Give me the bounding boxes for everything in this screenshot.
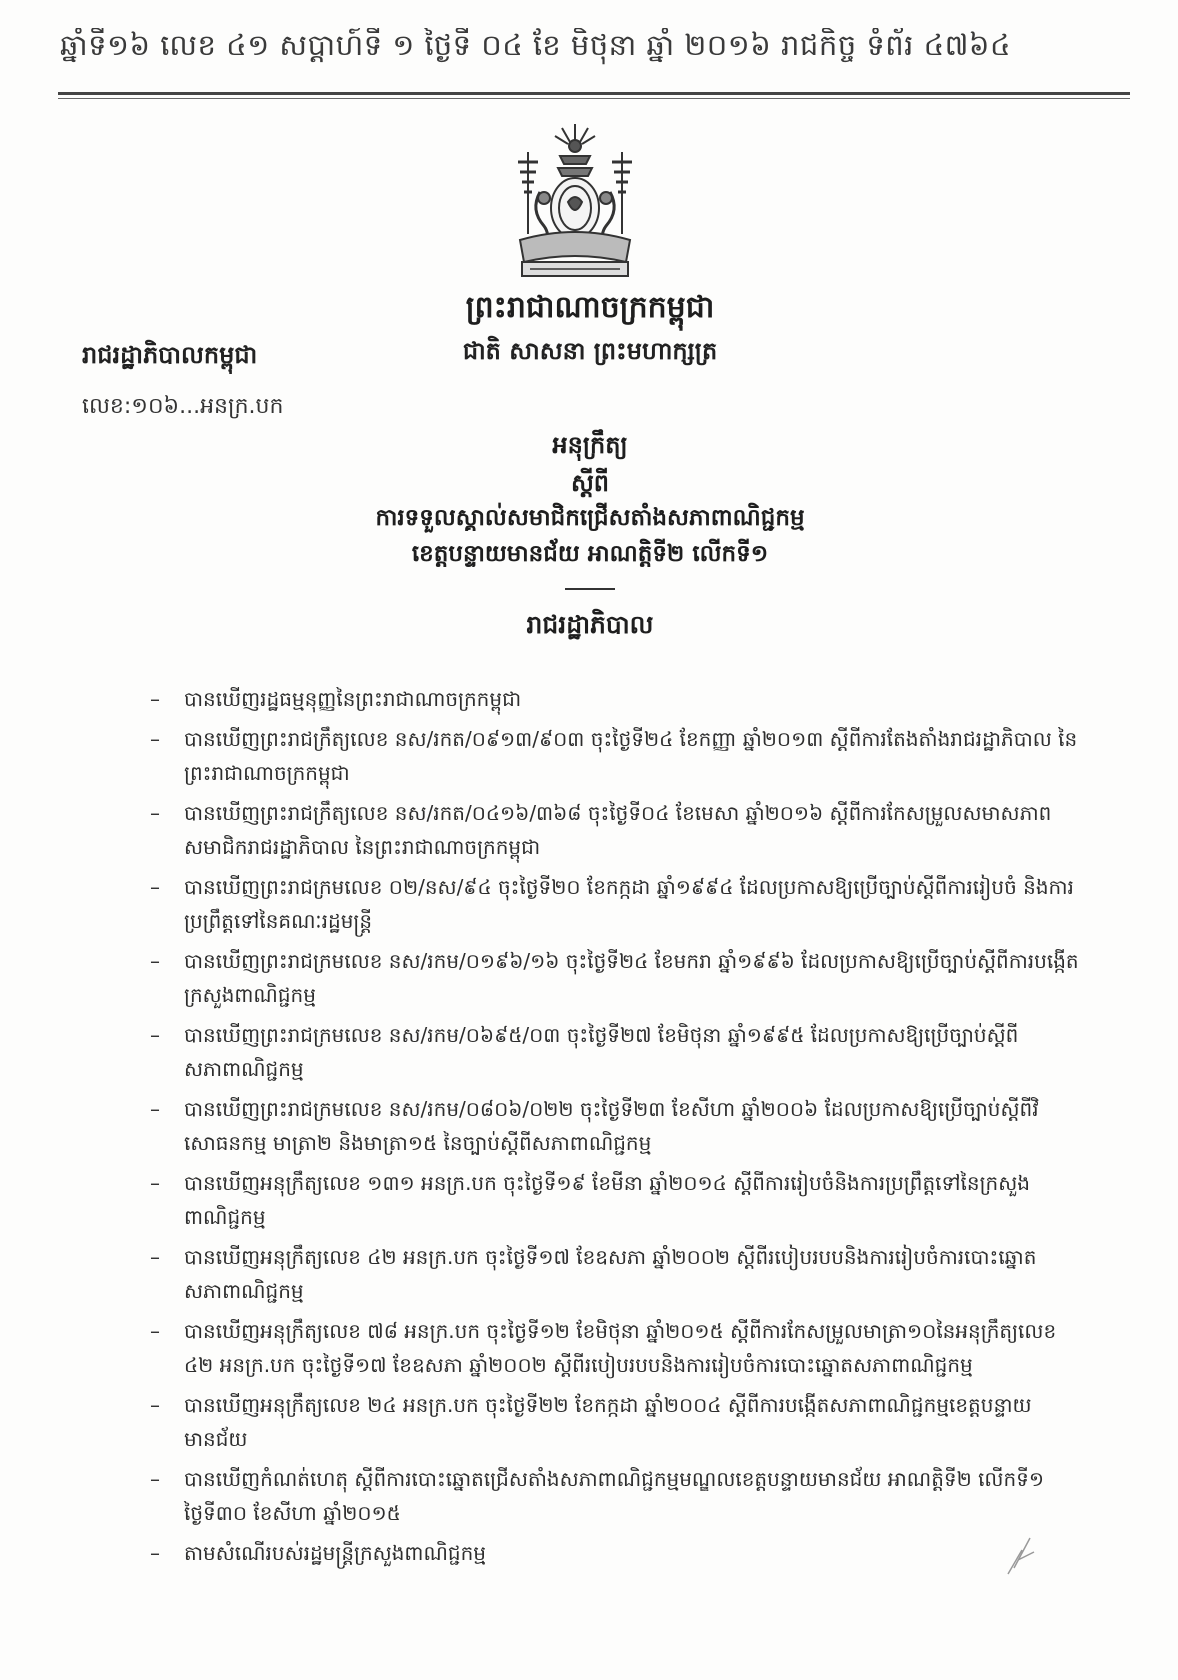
dash-bullet: – (150, 1393, 160, 1417)
list-item (150, 682, 1080, 716)
kingdom-name: ព្រះរាជាណាចក្រកម្ពុជា (465, 290, 715, 325)
national-motto: ជាតិ សាសនា ព្រះមហាក្សត្រ (462, 336, 718, 365)
list-item-text: បានឃើញព្រះរាជក្រមលេខ ០២/នស/៩៤ ចុះថ្ងៃទី២០ ខែកក្កដា ឆ្នាំ១៩៩៤ ដែលប្រកាសឱ្យប្រើច្បាប់ស្ដីពីការរៀបចំ និងការប្រព្រឹត្តទៅនៃគណៈរដ្ឋមន្ត្រី (184, 875, 1074, 933)
list-item (150, 1018, 1080, 1086)
document-type: អនុក្រឹត្យ (552, 430, 628, 459)
issuer-heading: រាជរដ្ឋាភិបាល (526, 610, 654, 639)
dash-bullet: – (150, 687, 160, 711)
list-item-text: បានឃើញព្រះរាជក្រមលេខ នស/រកម/០៦៩៥/០៣ ចុះថ្ងៃទី២៧ ខែមិថុនា ឆ្នាំ១៩៩៥ ដែលប្រកាសឱ្យប្រើច្បាប់ស្ដីពីសភាពាណិជ្ជកម្ម (184, 1023, 1019, 1081)
list-item-text: បានឃើញព្រះរាជក្រមលេខ នស/រកម/០៨០៦/០២២ ចុះថ្ងៃទី២៣ ខែសីហា ឆ្នាំ២០០៦ ដែលប្រកាសឱ្យប្រើច្បាប់ស្ដីពីវិសោធនកម្ម មាត្រា២ និងមាត្រា១៥ នៃច្បាប់ស្ដីពីសភាពាណិជ្ជកម្ម (184, 1097, 1039, 1155)
title-divider (565, 588, 615, 590)
royal-arms-emblem-icon (500, 122, 650, 282)
list-item (150, 722, 1080, 790)
list-item-text: បានឃើញកំណត់ហេតុ ស្ដីពីការបោះឆ្នោតជ្រើសតាំងសភាពាណិជ្ជកម្មមណ្ឌលខេត្តបន្ទាយមានជ័យ អាណត្តិទី២ លើកទី១ ថ្ងៃទី៣០ ខែសីហា ឆ្នាំ២០១៥ (184, 1467, 1044, 1525)
pen-mark-icon (1000, 1530, 1040, 1580)
dash-bullet: – (150, 1467, 160, 1491)
list-item-text: បានឃើញអនុក្រឹត្យលេខ ១៣១ អនក្រ.បក ចុះថ្ងៃទី១៩ ខែមីនា ឆ្នាំ២០១៤ ស្ដីពីការរៀបចំនិងការប្រព្រឹត្តទៅនៃក្រសួងពាណិជ្ជកម្ម (184, 1171, 1030, 1229)
list-item-text: បានឃើញព្រះរាជក្រឹត្យលេខ នស/រកត/០៤១៦/៣៦៨ ចុះថ្ងៃទី០៤ ខែមេសា ឆ្នាំ២០១៦ ស្ដីពីការកែសម្រួលសមាសភាពសមាជិករាជរដ្ឋាភិបាល នៃព្រះរាជាណាចក្រកម្ពុជា (184, 801, 1052, 859)
reference-number: លេខ:១០៦...អនក្រ.បក (82, 394, 284, 419)
list-item (150, 1536, 1080, 1570)
list-item (150, 1092, 1080, 1160)
dash-bullet: – (150, 1171, 160, 1195)
list-item-text: បានឃើញអនុក្រឹត្យលេខ ៤២ អនក្រ.បក ចុះថ្ងៃទី១៧ ខែឧសភា ឆ្នាំ២០០២ ស្ដីពីរបៀបរបបនិងការរៀបចំការបោះឆ្នោតសភាពាណិជ្ជកម្ម (184, 1245, 1037, 1303)
list-item-text: បានឃើញអនុក្រឹត្យលេខ ៧៨ អនក្រ.បក ចុះថ្ងៃទី១២ ខែមិថុនា ឆ្នាំ២០១៥ ស្ដីពីការកែសម្រួលមាត្រា១០នៃអនុក្រឹត្យលេខ ៤២ អនក្រ.បក ចុះថ្ងៃទី១៧ ខែឧសភា ឆ្នាំ២០០២ ស្ដីពីរបៀបរបបនិងការរៀបចំការបោះឆ្នោតសភាពាណិជ្ជកម្ម (184, 1319, 1057, 1377)
list-item (150, 1462, 1080, 1530)
list-item-text: បានឃើញរដ្ឋធម្មនុញ្ញនៃព្រះរាជាណាចក្រកម្ពុជា (184, 687, 522, 711)
list-item-text: បានឃើញអនុក្រឹត្យលេខ ២៤ អនក្រ.បក ចុះថ្ងៃទី២២ ខែកក្កដា ឆ្នាំ២០០៤ ស្ដីពីការបង្កើតសភាពាណិជ្ជកម្មខេត្តបន្ទាយមានជ័យ (184, 1393, 1032, 1451)
title-about: ស្ដីពី (570, 468, 610, 497)
dash-bullet: – (150, 1541, 160, 1565)
dash-bullet: – (150, 1245, 160, 1269)
header-rule (58, 92, 1130, 99)
dash-bullet: – (150, 1097, 160, 1121)
dash-bullet: – (150, 875, 160, 899)
list-item-text: តាមសំណើរបស់រដ្ឋមន្ត្រីក្រសួងពាណិជ្ជកម្ម (184, 1541, 486, 1565)
preamble-list (150, 682, 1080, 1576)
title-subject-line-2: ខេត្តបន្ទាយមានជ័យ អាណត្តិទី២ លើកទី១ (411, 540, 769, 567)
dash-bullet: – (150, 1319, 160, 1343)
list-item (150, 1240, 1080, 1308)
list-item (150, 1388, 1080, 1456)
issuing-government: រាជរដ្ឋាភិបាលកម្ពុជា (82, 340, 258, 369)
dash-bullet: – (150, 949, 160, 973)
list-item (150, 870, 1080, 938)
list-item (150, 796, 1080, 864)
list-item-text: បានឃើញព្រះរាជក្រមលេខ នស/រកម/០១៩៦/១៦ ចុះថ្ងៃទី២៤ ខែមករា ឆ្នាំ១៩៩៦ ដែលប្រកាសឱ្យប្រើច្បាប់ស្ដីពីការបង្កើតក្រសួងពាណិជ្ជកម្ម (184, 949, 1079, 1007)
dash-bullet: – (150, 727, 160, 751)
list-item (150, 1314, 1080, 1382)
dash-bullet: – (150, 1023, 160, 1047)
gazette-header-line: ឆ្នាំទី១៦ លេខ ៤១ សប្ដាហ៍ទី ១ ថ្ងៃទី ០៤ ខែ មិថុនា ឆ្នាំ ២០១៦ រាជកិច្ច ទំព័រ ៤៧៦៤ (60, 28, 1011, 62)
list-item (150, 1166, 1080, 1234)
list-item-text: បានឃើញព្រះរាជក្រឹត្យលេខ នស/រកត/០៩១៣/៩០៣ ចុះថ្ងៃទី២៤ ខែកញ្ញា ឆ្នាំ២០១៣ ស្ដីពីការតែងតាំងរាជរដ្ឋាភិបាល នៃព្រះរាជាណាចក្រកម្ពុជា (184, 727, 1078, 785)
dash-bullet: – (150, 801, 160, 825)
title-subject-line-1: ការទទួលស្គាល់សមាជិកជ្រើសតាំងសភាពាណិជ្ជកម្ម (375, 504, 805, 531)
list-item (150, 944, 1080, 1012)
